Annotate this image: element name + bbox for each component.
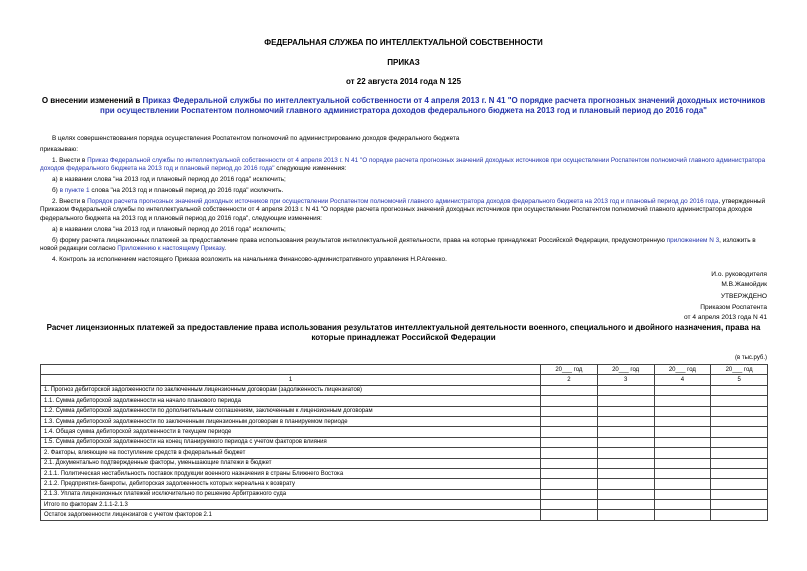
value-cell[interactable] [654,396,711,406]
value-cell[interactable] [597,479,654,489]
year-header-cell: 20___ год [541,365,598,375]
row-label: 2.1.3. Уплата лицензионных платежей исключительно по решению Арбитражного суда [41,489,541,499]
value-cell[interactable] [711,396,768,406]
value-cell[interactable] [711,458,768,468]
table-row [41,458,768,468]
form-unit: (в тыс.руб.) [734,355,767,361]
value-cell[interactable] [654,458,711,468]
value-cell[interactable] [597,427,654,437]
doc-type: ПРИКАЗ [387,58,420,67]
subject-prefix: О внесении изменений в [41,96,143,105]
row-label: 1.3. Сумма дебиторской задолженности по заключенным лицензионным договорам в планируемом периоде [41,416,541,426]
value-cell[interactable] [654,437,711,447]
item-2b-end: . [224,245,227,253]
year-header-cell: 20___ год [597,365,654,375]
preamble: В целях совершенствования порядка осуществления Роспатентом полномочий по администрированию доходов федерального бюджета [52,135,460,142]
order-word: приказываю: [40,145,78,153]
item-2 [40,198,767,224]
payments-table [40,364,768,521]
order-body [40,135,767,267]
value-cell[interactable] [654,500,711,510]
item-1-start: 1. Внести в [52,156,88,164]
table-row [41,489,768,499]
column-number: 2 [541,375,598,385]
table-row [41,500,768,510]
table-row [41,448,768,458]
value-cell[interactable] [711,510,768,520]
value-cell[interactable] [541,448,598,458]
value-cell[interactable] [654,448,711,458]
value-cell[interactable] [541,427,598,437]
value-cell[interactable] [654,416,711,426]
item-2a: а) в названии слова "на 2013 год и плановый период до 2016 года" исключить; [52,225,286,233]
row-label: 1.1. Сумма дебиторской задолженности на начало планового периода [41,396,541,406]
table-row [41,427,768,437]
column-number: 1 [41,375,541,385]
form-title: Расчет лицензионных платежей за предоставление права использования результатов интеллектуальной деятельности военного, специального и двойного назначения, права на которые принадлежат Российской Федерации [46,323,761,343]
item-1b-link[interactable]: в пункте 1 [59,186,90,194]
value-cell[interactable] [711,427,768,437]
table-row [41,479,768,489]
item-1b-start: б) [52,186,60,194]
table-row [41,437,768,447]
value-cell[interactable] [711,406,768,416]
value-cell[interactable] [654,427,711,437]
value-cell[interactable] [541,416,598,426]
signer-role: И.о. руководителя [711,271,767,278]
item-1-link[interactable]: Приказ Федеральной службы по интеллектуальной собственности от 4 апреля 2013 г. N 41 "О порядке расчета прогнозных значений доходных источников при осуществлении Роспатентом полномочий главного администратора доходов федерального бюджета на 2013 год и плановый период до 2016 года" [40,156,766,173]
item-4: 4. Контроль за исполнением настоящего Приказа возложить на начальника Финансово-административного управления Н.Р.Агеенко. [52,256,447,264]
value-cell[interactable] [654,479,711,489]
approved-date: от 4 апреля 2013 года N 41 [683,314,767,321]
item-1a: а) в названии слова "на 2013 год и плановый период до 2016 года" исключить; [52,176,286,184]
row-label: 2.1. Документально подтвержденные факторы, уменьшающие платежи в бюджет [41,458,541,468]
value-cell[interactable] [597,468,654,478]
item-2b-mid: , изложить в новой редакции согласно [40,236,756,253]
value-cell[interactable] [597,437,654,447]
value-cell[interactable] [597,500,654,510]
value-cell[interactable] [654,385,711,395]
table-row [41,385,768,395]
item-1b-end: слова "на 2013 год и плановый период до 2016 года" исключить. [89,186,284,194]
row-label: 2.1.2. Предприятия-банкроты, дебиторская задолженность которых нереальна к возврату [41,479,541,489]
value-cell[interactable] [541,437,598,447]
value-cell[interactable] [711,437,768,447]
table-row [41,510,768,520]
row-label: 2.1.1. Политическая нестабильность поставок продукции военного назначения в страны Ближнего Востока [41,468,541,478]
row-label: 2. Факторы, влияющие на поступление средств в федеральный бюджет [41,448,541,458]
item-2b-link1[interactable]: приложением N 3 [666,236,720,244]
column-number-row [41,375,768,385]
item-1-end: следующие изменения: [274,165,347,173]
item-2b-link2[interactable]: Приложению к настоящему Приказу [117,245,225,253]
value-cell[interactable] [711,479,768,489]
value-cell[interactable] [597,489,654,499]
value-cell[interactable] [541,385,598,395]
value-cell[interactable] [654,489,711,499]
subject-link[interactable]: Приказ Федеральной службы по интеллектуальной собственности от 4 апреля 2013 г. N 41 "О порядке расчета прогнозных значений доходных источников при осуществлении Роспатентом полномочий главного администратора доходов федерального бюджета на 2013 год и плановый период до 2016 года" [100,96,766,116]
value-cell[interactable] [541,406,598,416]
table-row [41,396,768,406]
value-cell[interactable] [654,406,711,416]
item-2b [40,237,767,254]
column-number: 3 [597,375,654,385]
value-cell[interactable] [711,385,768,395]
item-2-end: , утвержденный Приказом Федеральной службы по интеллектуальной собственности от 4 апреля 2013 г. N 41 "О порядке расчета прогнозных значений доходных источников при осуществлении Роспатентом полномочий главного администратора доходов федерального бюджета на 2013 год и плановый период до 2016 года", следующие изменения: [40,197,766,223]
value-cell[interactable] [597,448,654,458]
value-cell[interactable] [654,510,711,520]
value-cell[interactable] [541,468,598,478]
row-label: 1.4. Общая сумма дебиторской задолженности в текущем периоде [41,427,541,437]
column-number: 5 [711,375,768,385]
value-cell[interactable] [541,479,598,489]
year-header-blank [41,365,541,375]
value-cell[interactable] [597,396,654,406]
value-cell[interactable] [541,510,598,520]
signer-name: М.В.Жамойдик [721,281,767,288]
value-cell[interactable] [597,416,654,426]
value-cell[interactable] [541,500,598,510]
value-cell[interactable] [711,448,768,458]
row-label: 1.5. Сумма дебиторской задолженности на конец планируемого периода с учетом факторов влияния [41,437,541,447]
doc-subject [40,96,767,117]
row-label: Итого по факторам 2.1.1-2.1.3 [41,500,541,510]
value-cell[interactable] [597,510,654,520]
approved-by: Приказом Роспатента [700,304,767,311]
value-cell[interactable] [711,468,768,478]
item-2-link[interactable]: Порядок расчета прогнозных значений доходных источников при осуществлении Роспатентом полномочий главного администратора доходов федерального бюджета на 2013 год и плановый период до 2016 года [87,197,719,205]
approved-label: УТВЕРЖДЕНО [720,293,767,300]
row-label: Остаток задолженности лицензиатов с учетом факторов 2.1 [41,510,541,520]
year-header-cell: 20___ год [711,365,768,375]
value-cell[interactable] [597,458,654,468]
value-cell[interactable] [711,489,768,499]
value-cell[interactable] [541,396,598,406]
row-label: 1.2. Сумма дебиторской задолженности по дополнительным соглашениям, заключенным к лицензионным договорам [41,406,541,416]
value-cell[interactable] [711,416,768,426]
org-name: ФЕДЕРАЛЬНАЯ СЛУЖБА ПО ИНТЕЛЛЕКТУАЛЬНОЙ СОБСТВЕННОСТИ [264,38,543,47]
value-cell[interactable] [711,500,768,510]
value-cell[interactable] [541,489,598,499]
year-header-cell: 20___ год [654,365,711,375]
item-2-start: 2. Внести в [52,197,88,205]
table-row [41,416,768,426]
item-1b [40,187,767,196]
value-cell[interactable] [597,385,654,395]
item-2b-start: б) форму расчета лицензионных платежей за предоставление права использования результатов интеллектуальной деятельности, права на которые принадлежат Российской Федерации, предусмотренную [52,236,667,244]
column-number: 4 [654,375,711,385]
table-row [41,468,768,478]
value-cell[interactable] [597,406,654,416]
value-cell[interactable] [654,468,711,478]
table-row [41,406,768,416]
doc-date-number: от 22 августа 2014 года N 125 [345,77,462,86]
item-1 [40,157,767,174]
value-cell[interactable] [541,458,598,468]
row-label: 1. Прогноз дебиторской задолженности по заключенным лицензионным договорам (задолженность лицензиатов) [41,385,541,395]
year-header-row [41,365,768,375]
